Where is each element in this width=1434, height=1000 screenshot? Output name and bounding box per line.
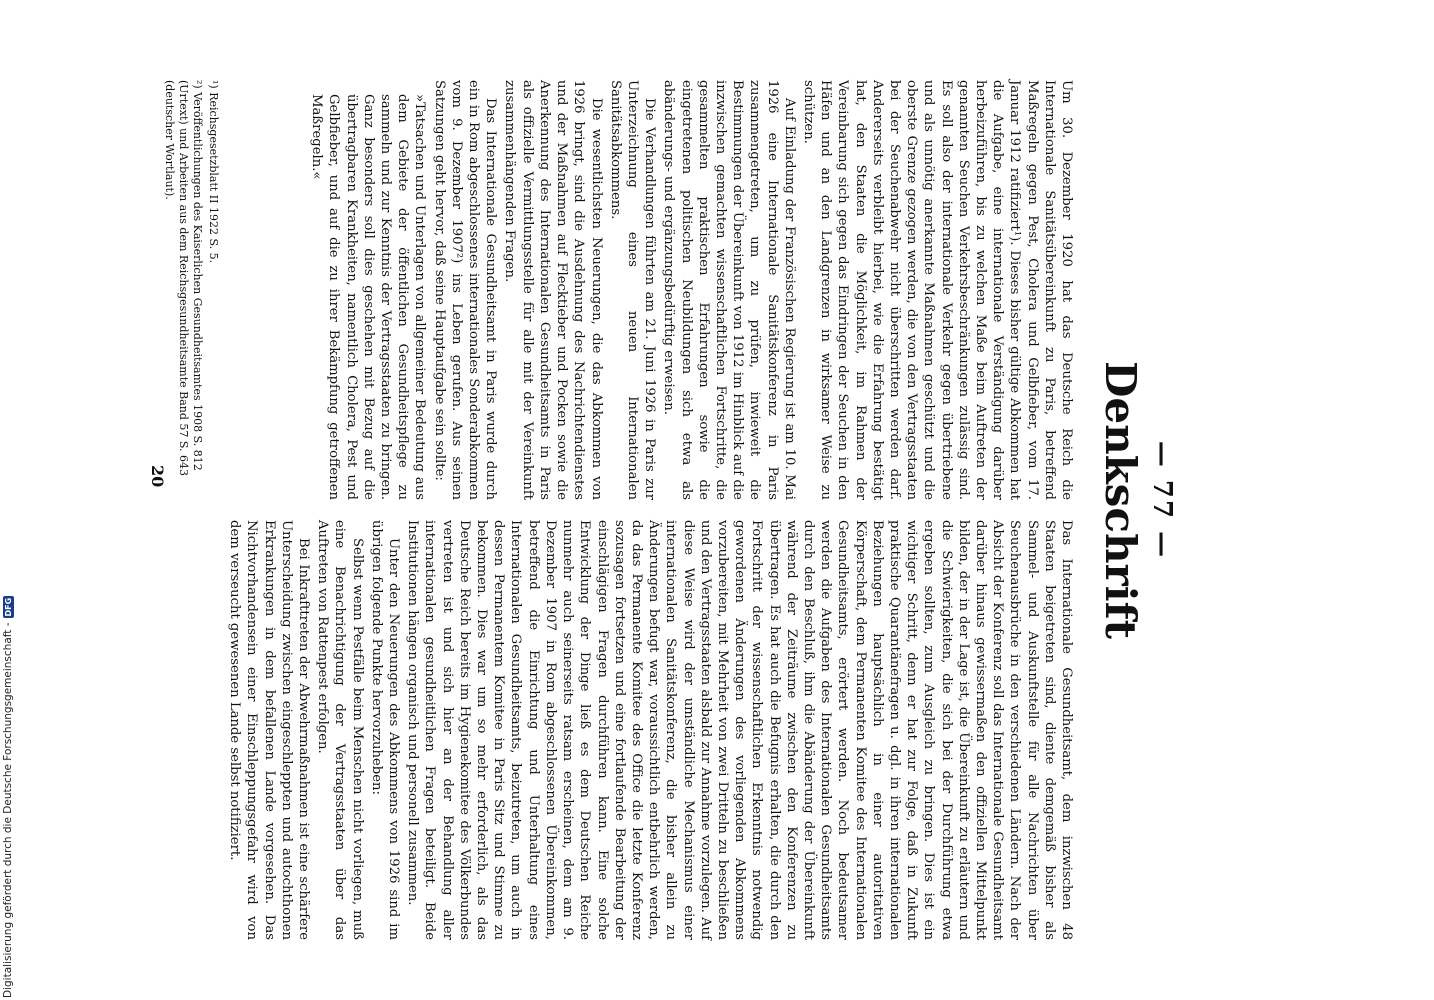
text-column-first <box>306 80 1075 500</box>
sheet-number: 20 <box>148 465 167 488</box>
digitization-credit <box>2 3 14 998</box>
paragraph: Das Internationale Gesundheitsamt, dem inzwischen 48 Staaten beigetreten sind, diente demgemäß bisher als Sammel- und Auskunftstelle für alle Nachrichten über Seuchenausbrüche in den verschiedenen Ländern. Nach der Absicht der Konferenz soll das Internationale Gesundheitsamt darüber hinaus gewissermaßen den offiziellen Mittelpunkt bilden, der in der Lage ist, die Übereinkunft zu erläutern und die Schwierigkeiten, die sich bei der Durchführung etwa ergeben sollten, zum Ausgleich zu bringen. Dies ist ein wichtiger Schritt, denn er hat zur Folge, daß in Zukunft praktische Quarantänefragen u. dgl. in ihren internationalen Beziehungen hauptsächlich in einer autoritativen Körperschaft, dem Permanenten Komitee des Internationalen Gesundheitsamts, erörtert werden. Noch bedeutsamer werden die Aufgaben des Internationalen Gesundheitsamts durch den Beschluß, ihm die Abänderung der Übereinkunft während der Zeiträume zwischen den Konferenzen zu übertragen. Es hat auch die Befugnis erhalten, die durch den Fortschritt der wissenschaftlichen Erkenntnis notwendig gewordenen Änderungen des vorliegenden Abkommens vorzubereiten, mit Mehrheit von zwei Dritteln zu beschließen und den Vertragsstaaten alsbald zur Annahme vorzulegen. Auf diese Weise wird der umständliche Mechanismus einer internationalen Sanitätskonferenz, die bisher allein zu Änderungen befugt war, voraussichtlich entbehrlich werden, da das Permanente Komitee des Office die letzte Konferenz sozusagen fortsetzen und eine fortlaufende Bearbeitung der einschlägigen Fragen durchführen kann. Eine solche Entwicklung der Dinge ließ es dem Deutschen Reiche nunmehr auch seinerseits ratsam erscheinen, dem am 9. Dezember 1907 in Rom abgeschlossenen Übereinkommen, betreffend die Einrichtung und Unterhaltung eines Internationalen Gesundheitsamts, beizutreten, um auch in dessen Permanentem Komitee in Paris Sitz und Stimme zu bekommen. Dies war um so mehr erforderlich, als das Deutsche Reich bereits im Hygienekomitee des Völkerbundes vertreten ist und sich hier an der Behandlung aller internationalen gesundheitlichen Fragen beteiligt. Beide Institutionen hängen organisch und personell zusammen. <box>405 520 1074 940</box>
paragraph: Unter den Neuerungen des Abkommens von 1926 sind im übrigen folgende Punkte hervorzuheben: <box>368 520 402 940</box>
paragraph: Auf Einladung der Französischen Regierung ist am 10. Mai 1926 eine Internationale Sanitätskonferenz in Paris zusammengetreten, um zu prüfen, inwieweit die Bestimmungen der Übereinkunft von 1912 im Hinblick auf die inzwischen gemachten wissenschaftlichen Fortschritte, die gesammelten praktischen Erfahrungen sowie die eingetretenen politischen Neubildungen sich etwa als abänderungs- und ergänzungsbedürftig erweisen. <box>661 80 797 500</box>
scanned-page <box>135 60 1195 940</box>
quotation: »Tatsachen und Unterlagen von allgemeiner Bedeutung aus dem Gebiete der öffentlichen Gesundheitspflege zu sammeln und zur Kenntnis der Vertragsstaaten zu bringen. Ganz besonders soll dies geschehen mit Bezug auf die übertragbaren Krankheiten, namentlich Cholera, Pest und Gelbfieber, und auf die zu ihrer Bekämpfung getroffenen Maßregeln.« <box>309 94 428 500</box>
paragraph: Um 30. Dezember 1920 hat das Deutsche Reich die Internationale Sanitätsübereinkunft zu Paris, betreffend Maßregeln gegen Pest, Cholera und Gelbfieber, vom 17. Januar 1912 ratifiziert¹). Dieses bisher gültige Abkommen hat die Aufgabe, eine internationale Verständigung darüber herbeizuführen, bis zu welchen Maße beim Auftreten der genannten Seuchen Verkehrsbeschränkungen zulässig sind. Es soll also der internationale Verkehr gegen übertriebene und als unnötig anerkannte Maßnahmen geschützt und die oberste Grenze gezogen werden, die von den Vertragsstaaten bei der Seuchenabwehr nicht überschritten werden darf. Andererseits verbleibt hierbei, wie die Erfahrung bestätigt hat, den Staaten die Möglichkeit, im Rahmen der Vereinbarung sich gegen das Eindringen der Seuchen in den Häfen und an den Landgrenzen in wirksamer Weise zu schützen. <box>800 80 1074 500</box>
page-number: — 77 — <box>1147 440 1177 560</box>
paragraph: Bei Inkrafttreten der Abwehrmaßnahmen ist eine schärfere Unterscheidung zwischen eingeschleppten und autochthonen Erkrankungen in dem befallenen Lande vorgesehen. Das Nichtvorhandensein einer Einschleppungsgefahr wird von dem verseucht gewesenen Lande selbst notifiziert. <box>227 520 312 940</box>
credit-text: Digitalisierung gefördert durch die Deutsche Forschungsgemeinschaft - <box>2 622 14 998</box>
text-column-second <box>224 520 1075 940</box>
dfg-logo-icon: DFG <box>3 597 13 617</box>
footnotes <box>160 80 220 500</box>
paragraph: Die wesentlichsten Neuerungen, die das Abkommen von 1926 bringt, sind die Ausdehnung des Nachrichtendienstes und der Maßnahmen auf Flecktieber und Pocken sowie die Anerkennung des Internationalen Gesundheitsamts in Paris als offizielle Vermittlungsstelle für alle mit der Vereinkunft zusammenhängenden Fragen. <box>502 80 604 500</box>
paragraph: Selbst wenn Pestfälle beim Menschen nicht vorliegen, muß eine Benachrichtigung der Vertragsstaaten über das Auftreten von Rattenpest erfolgen. <box>315 520 365 940</box>
paragraph: Die Verhandlungen führten am 21. Juni 1926 in Paris zur Unterzeichnung eines neuen Internationalen Sanitätsabkommens. <box>607 80 658 500</box>
paragraph: Das Internationale Gesundheitsamt in Paris wurde durch ein in Rom abgeschlossenes internationales Sonderabkommen vom 9. Dezember 1907²) ins Leben gerufen. Aus seinen Satzungen geht hervor, daß seine Hauptaufgabe sein sollte: <box>431 80 499 500</box>
page-title: Denkschrift <box>1096 360 1145 640</box>
footnote: ¹) Reichsgesetzblatt II 1922 S. 5. <box>207 80 220 264</box>
footnote: ²) Veröffentlichungen des Kaiserlichen Gesundheitsamtes 1908 S. 812 (Urtext) und Arbeiten aus dem Reichsgesundheitsamte Band 57 S. 643 (deutscher Wortlaut). <box>163 80 204 477</box>
